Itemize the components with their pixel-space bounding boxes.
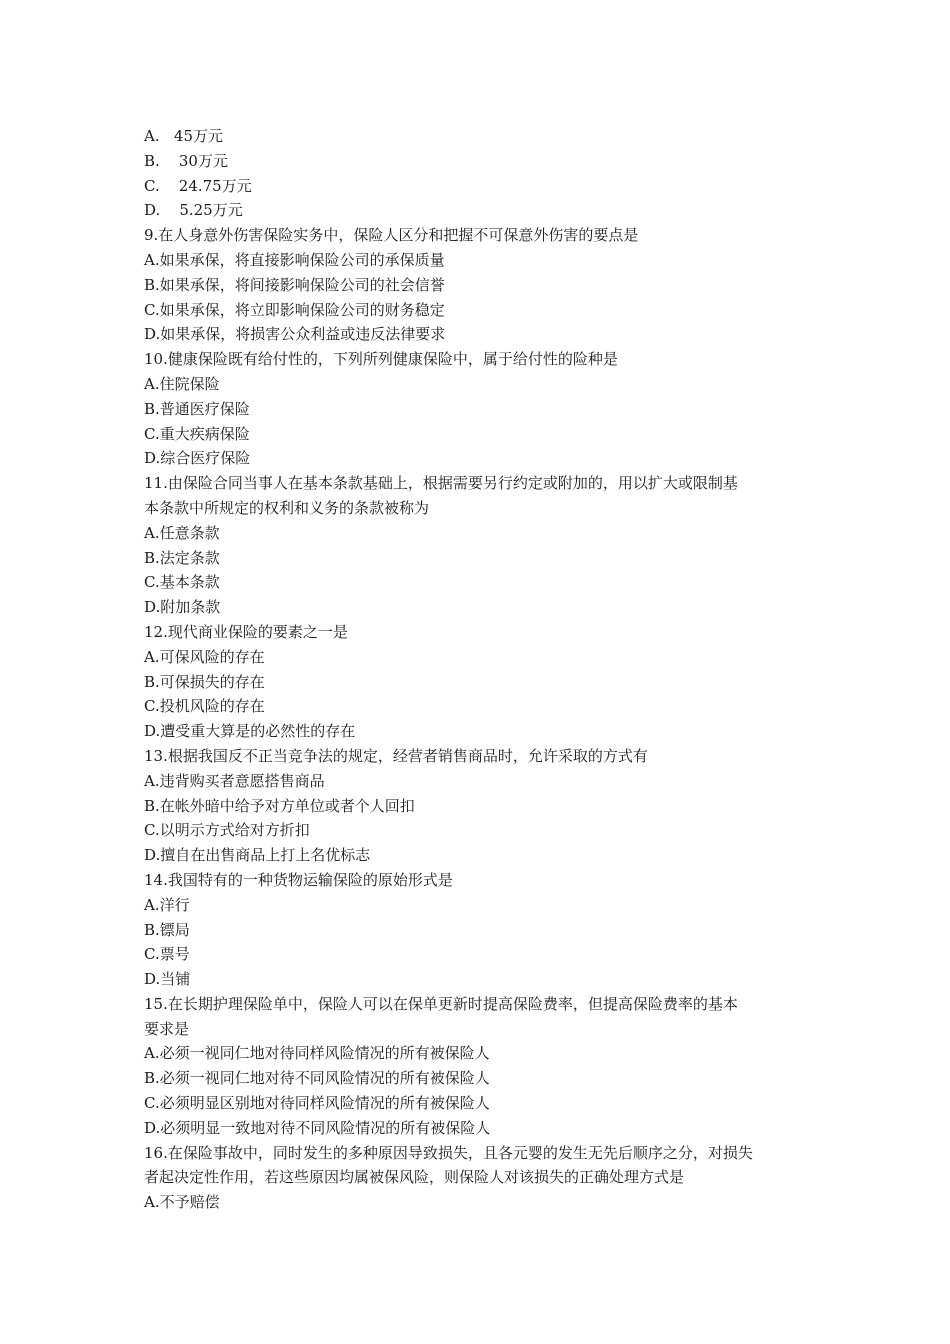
q11-option-c: C.基本条款 bbox=[144, 573, 220, 592]
q13-option-b: B.在帐外暗中给予对方单位或者个人回扣 bbox=[144, 796, 415, 815]
question-11-line-2: 本条款中所规定的权利和义务的条款被称为 bbox=[144, 498, 430, 517]
q9-option-a: A.如果承保，将直接影响保险公司的承保质量 bbox=[144, 250, 445, 269]
q10-option-a: A.住院保险 bbox=[144, 374, 220, 393]
option-a-line: A. 45万元 bbox=[144, 127, 223, 145]
question-15-line-1: 15.在长期护理保险单中，保险人可以在保单更新时提高保险费率，但提高保险费率的基本 bbox=[144, 994, 738, 1013]
q15-option-c: C.必须明显区别地对待同样风险情况的所有被保险人 bbox=[144, 1094, 490, 1113]
option-b-line: B. 30万元 bbox=[144, 151, 228, 170]
q10-option-b: B.普通医疗保险 bbox=[144, 399, 250, 418]
q14-option-b: B.镖局 bbox=[144, 920, 190, 939]
q13-option-d: D.擅自在出售商品上打上名优标志 bbox=[144, 846, 371, 865]
q12-option-d: D.遭受重大算是的必然性的存在 bbox=[144, 722, 356, 741]
q15-option-b: B.必须一视同仁地对待不同风险情况的所有被保险人 bbox=[144, 1069, 490, 1088]
question-16-line-2: 者起决定性作用，若这些原因均属被保风险，则保险人对该损失的正确处理方式是 bbox=[144, 1168, 685, 1187]
q12-option-a: A.可保风险的存在 bbox=[144, 647, 265, 666]
q16-option-a: A.不予赔偿 bbox=[144, 1193, 220, 1212]
question-15-line-2: 要求是 bbox=[144, 1019, 190, 1038]
question-9: 9.在人身意外伤害保险实务中，保险人区分和把握不可保意外伤害的要点是 bbox=[144, 226, 639, 245]
question-13: 13.根据我国反不正当竞争法的规定，经营者销售商品时，允许采取的方式有 bbox=[144, 746, 648, 765]
question-10: 10.健康保险既有给付性的，下列所列健康保险中，属于给付性的险种是 bbox=[144, 350, 618, 369]
q13-option-c: C.以明示方式给对方折扣 bbox=[144, 821, 310, 840]
q11-option-b: B.法定条款 bbox=[144, 548, 220, 567]
q9-option-c: C.如果承保，将立即影响保险公司的财务稳定 bbox=[144, 300, 445, 319]
option-d-line: D. 5.25万元 bbox=[144, 201, 243, 220]
q10-option-d: D.综合医疗保险 bbox=[144, 449, 251, 468]
q12-option-b: B.可保损失的存在 bbox=[144, 672, 265, 691]
option-c-line: C. 24.75万元 bbox=[144, 176, 252, 195]
q14-option-c: C.票号 bbox=[144, 945, 190, 964]
question-16-line-1: 16.在保险事故中，同时发生的多种原因导致损失，且各元婴的发生无先后顺序之分，对损失 bbox=[144, 1143, 753, 1162]
q12-option-c: C.投机风险的存在 bbox=[144, 697, 265, 716]
q15-option-d: D.必须明显一致地对待不同风险情况的所有被保险人 bbox=[144, 1118, 491, 1137]
q9-option-b: B.如果承保，将间接影响保险公司的社会信誉 bbox=[144, 275, 445, 294]
document-page bbox=[144, 124, 816, 1215]
q13-option-a: A.违背购买者意愿搭售商品 bbox=[144, 771, 325, 790]
q11-option-d: D.附加条款 bbox=[144, 598, 221, 617]
q10-option-c: C.重大疾病保险 bbox=[144, 424, 250, 443]
question-11-line-1: 11.由保险合同当事人在基本条款基础上，根据需要另行约定或附加的，用以扩大或限制基 bbox=[144, 474, 738, 493]
q11-option-a: A.任意条款 bbox=[144, 523, 220, 542]
q9-option-d: D.如果承保，将损害公众利益或违反法律要求 bbox=[144, 325, 446, 344]
q14-option-a: A.洋行 bbox=[144, 895, 190, 914]
question-14: 14.我国特有的一种货物运输保险的原始形式是 bbox=[144, 870, 453, 889]
q14-option-d: D.当铺 bbox=[144, 970, 191, 989]
question-12: 12.现代商业保险的要素之一是 bbox=[144, 622, 348, 641]
q15-option-a: A.必须一视同仁地对待同样风险情况的所有被保险人 bbox=[144, 1044, 490, 1063]
